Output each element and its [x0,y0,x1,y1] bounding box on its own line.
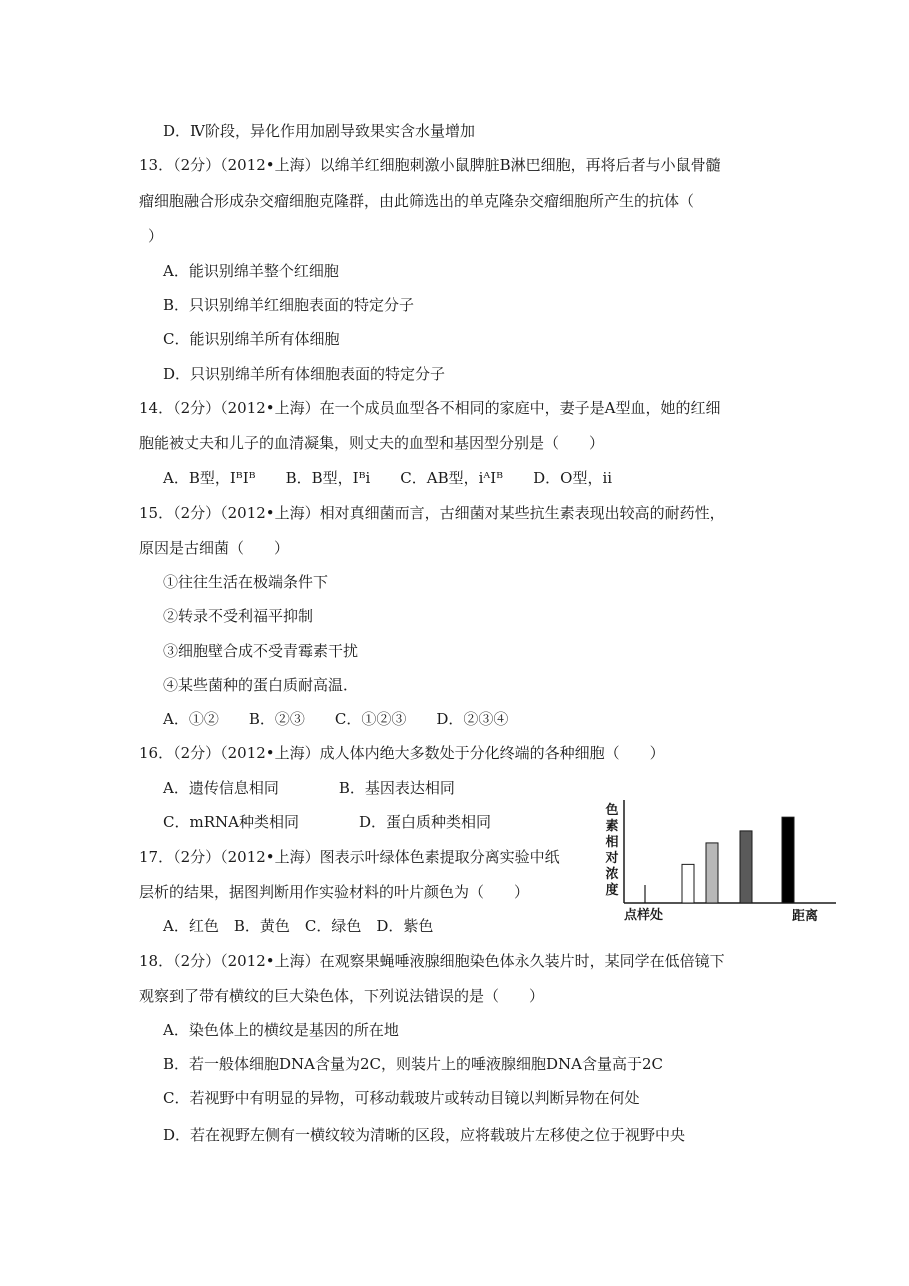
q15-item-1: ①往往生活在极端条件下 [163,573,329,591]
y-label-char: 色 [605,803,619,818]
x-label-distance: 距离 [792,909,819,924]
q14-stem-line1: 14．（2分）（2012•上海）在一个成员血型各不相同的家庭中，妻子是A型血，她的红细 [139,399,721,417]
q15-stem-line1: 15．（2分）（2012•上海）相对真细菌而言，古细菌对某些抗生素表现出较高的耐药性， [139,504,725,522]
q15-item-3: ③细胞壁合成不受青霉素干扰 [163,642,359,660]
y-label-char: 浓 [605,867,619,882]
q16-options-cd: C．mRNA种类相同 D．蛋白质种类相同 [163,813,491,831]
q13-stem-line1: 13．（2分）（2012•上海）以绵羊红细胞刺激小鼠脾脏B淋巴细胞，再将后者与小鼠骨髓 [139,156,721,174]
pigment-chromatography-chart [596,796,842,926]
x-label-origin: 点样处 [624,908,664,923]
q13-stem-line2: 瘤细胞融合形成杂交瘤细胞克隆群，由此筛选出的单克隆杂交瘤细胞所产生的抗体（ [139,192,695,210]
q15-item-2: ②转录不受利福平抑制 [163,607,314,625]
y-axis-label [604,802,618,898]
bars-group [682,817,794,903]
y-label-char: 度 [605,883,619,898]
q15-item-4: ④某些菌种的蛋白质耐高温． [163,676,359,694]
y-label-char: 素 [605,819,619,834]
pigment-bar-2 [706,843,718,903]
q14-stem-line2: 胞能被丈夫和儿子的血清凝集，则丈夫的血型和基因型分别是（ ） [139,434,605,452]
q12-option-d: D．Ⅳ阶段，异化作用加剧导致果实含水量增加 [163,122,476,140]
pigment-bar-3 [740,831,752,903]
q18-option-c: C．若视野中有明显的异物，可移动载玻片或转动目镜以判断异物在何处 [163,1089,640,1107]
q13-option-b: B．只识别绵羊红细胞表面的特定分子 [163,296,415,314]
q16-stem: 16．（2分）（2012•上海）成人体内绝大多数处于分化终端的各种细胞（ ） [139,744,665,762]
q17-stem-line1: 17．（2分）（2012•上海）图表示叶绿体色素提取分离实验中纸 [139,848,560,866]
pigment-bar-1 [682,864,694,903]
q13-option-c: C．能识别绵羊所有体细胞 [163,330,340,348]
q17-stem-line2: 层析的结果，据图判断用作实验材料的叶片颜色为（ ） [139,883,530,901]
q14-options: A．B型，IᴮIᴮ B．B型，Iᴮi C．AB型，iᴬIᴮ D．O型，ii [163,469,613,487]
q13-stem-line3: ） [148,227,164,245]
pigment-bar-4 [782,817,794,903]
q13-option-d: D．只识别绵羊所有体细胞表面的特定分子 [163,365,446,383]
q18-option-d: D．若在视野左侧有一横纹较为清晰的区段，应将载玻片左移使之位于视野中央 [163,1126,686,1144]
q18-option-b: B．若一般体细胞DNA含量为2C，则装片上的唾液腺细胞DNA含量高于2C [163,1055,664,1073]
y-label-char: 相 [605,835,619,850]
q15-stem-line2: 原因是古细菌（ ） [139,539,290,557]
q18-option-a: A．染色体上的横纹是基因的所在地 [163,1021,399,1039]
q16-options-ab: A．遗传信息相同 B．基因表达相同 [163,779,455,797]
q18-stem-line1: 18．（2分）（2012•上海）在观察果蝇唾液腺细胞染色体永久装片时，某同学在低倍镜下 [139,952,725,970]
q15-options: A．①② B．②③ C．①②③ D．②③④ [163,710,509,728]
q17-options: A．红色 B．黄色 C．绿色 D．紫色 [163,917,434,935]
q13-option-a: A．能识别绵羊整个红细胞 [163,262,339,280]
y-label-char: 对 [605,851,619,866]
q18-stem-line2: 观察到了带有横纹的巨大染色体，下列说法错误的是（ ） [139,987,545,1005]
